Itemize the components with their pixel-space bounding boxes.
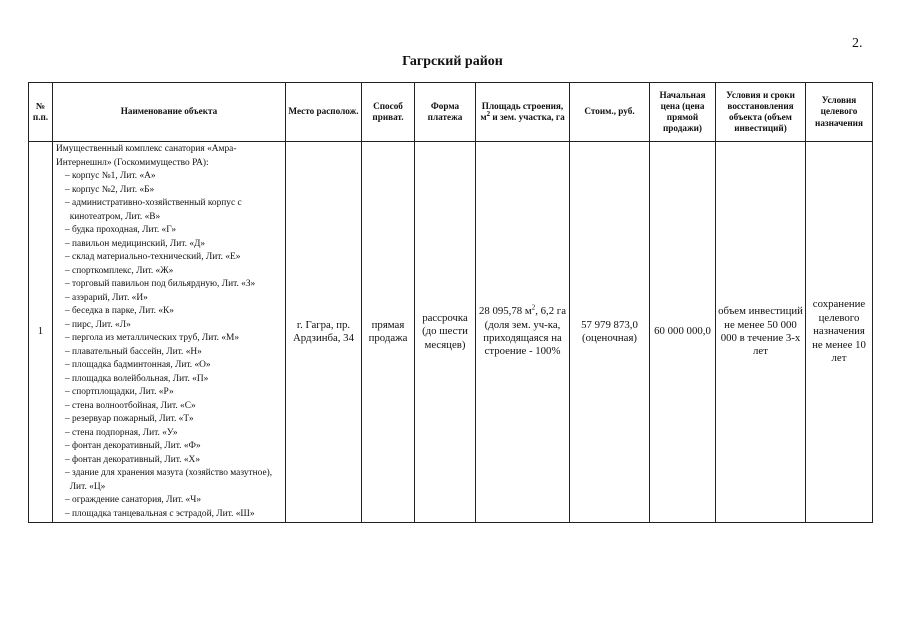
header-investment: Условия и сроки восстановления объекта (объем инвестиций) [716, 83, 806, 142]
list-item: – азэрарий, Лит. «И» [65, 292, 282, 306]
header-price: Начальная цена (цена прямой продажи) [650, 83, 716, 142]
list-item: – ограждение санатория, Лит. «Ч» [65, 494, 282, 508]
list-item: – будка проходная, Лит. «Г» [65, 224, 282, 238]
list-item: – стена волноотбойная, Лит. «С» [65, 400, 282, 414]
header-purpose: Условия целевого назначения [806, 83, 873, 142]
investment-cell: объем инвестиций не менее 50 000 000 в течение 3-х лет [716, 142, 806, 523]
list-item: – спортплощадки, Лит. «Р» [65, 386, 282, 400]
list-item: – торговый павильон под бильярдную, Лит. «З» [65, 278, 282, 292]
table-header-row [29, 83, 873, 142]
header-payment: Форма платежа [415, 83, 476, 142]
cost-cell: 57 979 873,0 (оценочная) [570, 142, 650, 523]
header-area-sup: 2 [486, 109, 491, 118]
header-cost: Стоим., руб. [570, 83, 650, 142]
list-item: – фонтан декоративный, Лит. «Ф» [65, 440, 282, 454]
price-cell: 60 000 000,0 [650, 142, 716, 523]
header-name: Наименование объекта [53, 83, 286, 142]
list-item: – резервуар пожарный, Лит. «Т» [65, 413, 282, 427]
list-item: – пирс, Лит. «Л» [65, 319, 282, 333]
list-item: – площадка танцевальная с эстрадой, Лит. «Ш» [65, 508, 282, 522]
page-number: 2. [852, 36, 863, 51]
list-item: – беседка в парке, Лит. «К» [65, 305, 282, 319]
list-item: – спорткомплекс, Лит. «Ж» [65, 265, 282, 279]
list-item: – площадка бадминтонная, Лит. «О» [65, 359, 282, 373]
row-number: 1 [29, 142, 53, 523]
header-number: № п.п. [29, 83, 53, 142]
list-item: – площадка волейбольная, Лит. «П» [65, 373, 282, 387]
district-title: Гагрский район [402, 54, 503, 69]
header-area-text-2: и зем. участка, га [490, 112, 565, 122]
list-item: – корпус №2, Лит. «Б» [65, 184, 282, 198]
table-row [29, 142, 873, 523]
header-location: Место располож. [286, 83, 362, 142]
area-text: 28 095,78 м [478, 305, 532, 318]
list-item: – павильон медицинский, Лит. «Д» [65, 238, 282, 252]
payment-cell: рассрочка (до шести месяцев) [415, 142, 476, 523]
privatization-table [28, 82, 873, 523]
list-item: – здание для хранения мазута (хозяйство мазутное), Лит. «Ц» [65, 467, 282, 494]
header-area [476, 83, 570, 142]
header-area-text: Площадь строения, м [480, 100, 564, 122]
list-item: – корпус №1, Лит. «А» [65, 170, 282, 184]
area-cell [476, 142, 570, 523]
area-text-2: , 6,2 га (доля зем. уч-ка, приходящаяся на строение - 100% [483, 305, 567, 358]
list-item: – пергола из металлических труб, Лит. «М» [65, 332, 282, 346]
list-item: – фонтан декоративный, Лит. «Х» [65, 454, 282, 468]
list-item: – административно-хозяйственный корпус с кинотеатром, Лит. «В» [65, 197, 282, 224]
method-cell: прямая продажа [362, 142, 415, 523]
object-name-cell [53, 142, 286, 523]
object-list [56, 170, 282, 521]
purpose-cell: сохранение целевого назначения не менее 10 лет [806, 142, 873, 523]
list-item: – склад материально-технический, Лит. «Е» [65, 251, 282, 265]
area-sup: 2 [531, 303, 536, 312]
list-item: – плавательный бассейн, Лит. «Н» [65, 346, 282, 360]
location-cell: г. Гагра, пр. Ардзинба, 34 [286, 142, 362, 523]
list-item: – стена подпорная, Лит. «У» [65, 427, 282, 441]
header-method: Способ приват. [362, 83, 415, 142]
organization-name: Имущественный комплекс санатория «Амра-Интернешнл» (Госкомимущество РА): [56, 144, 237, 168]
